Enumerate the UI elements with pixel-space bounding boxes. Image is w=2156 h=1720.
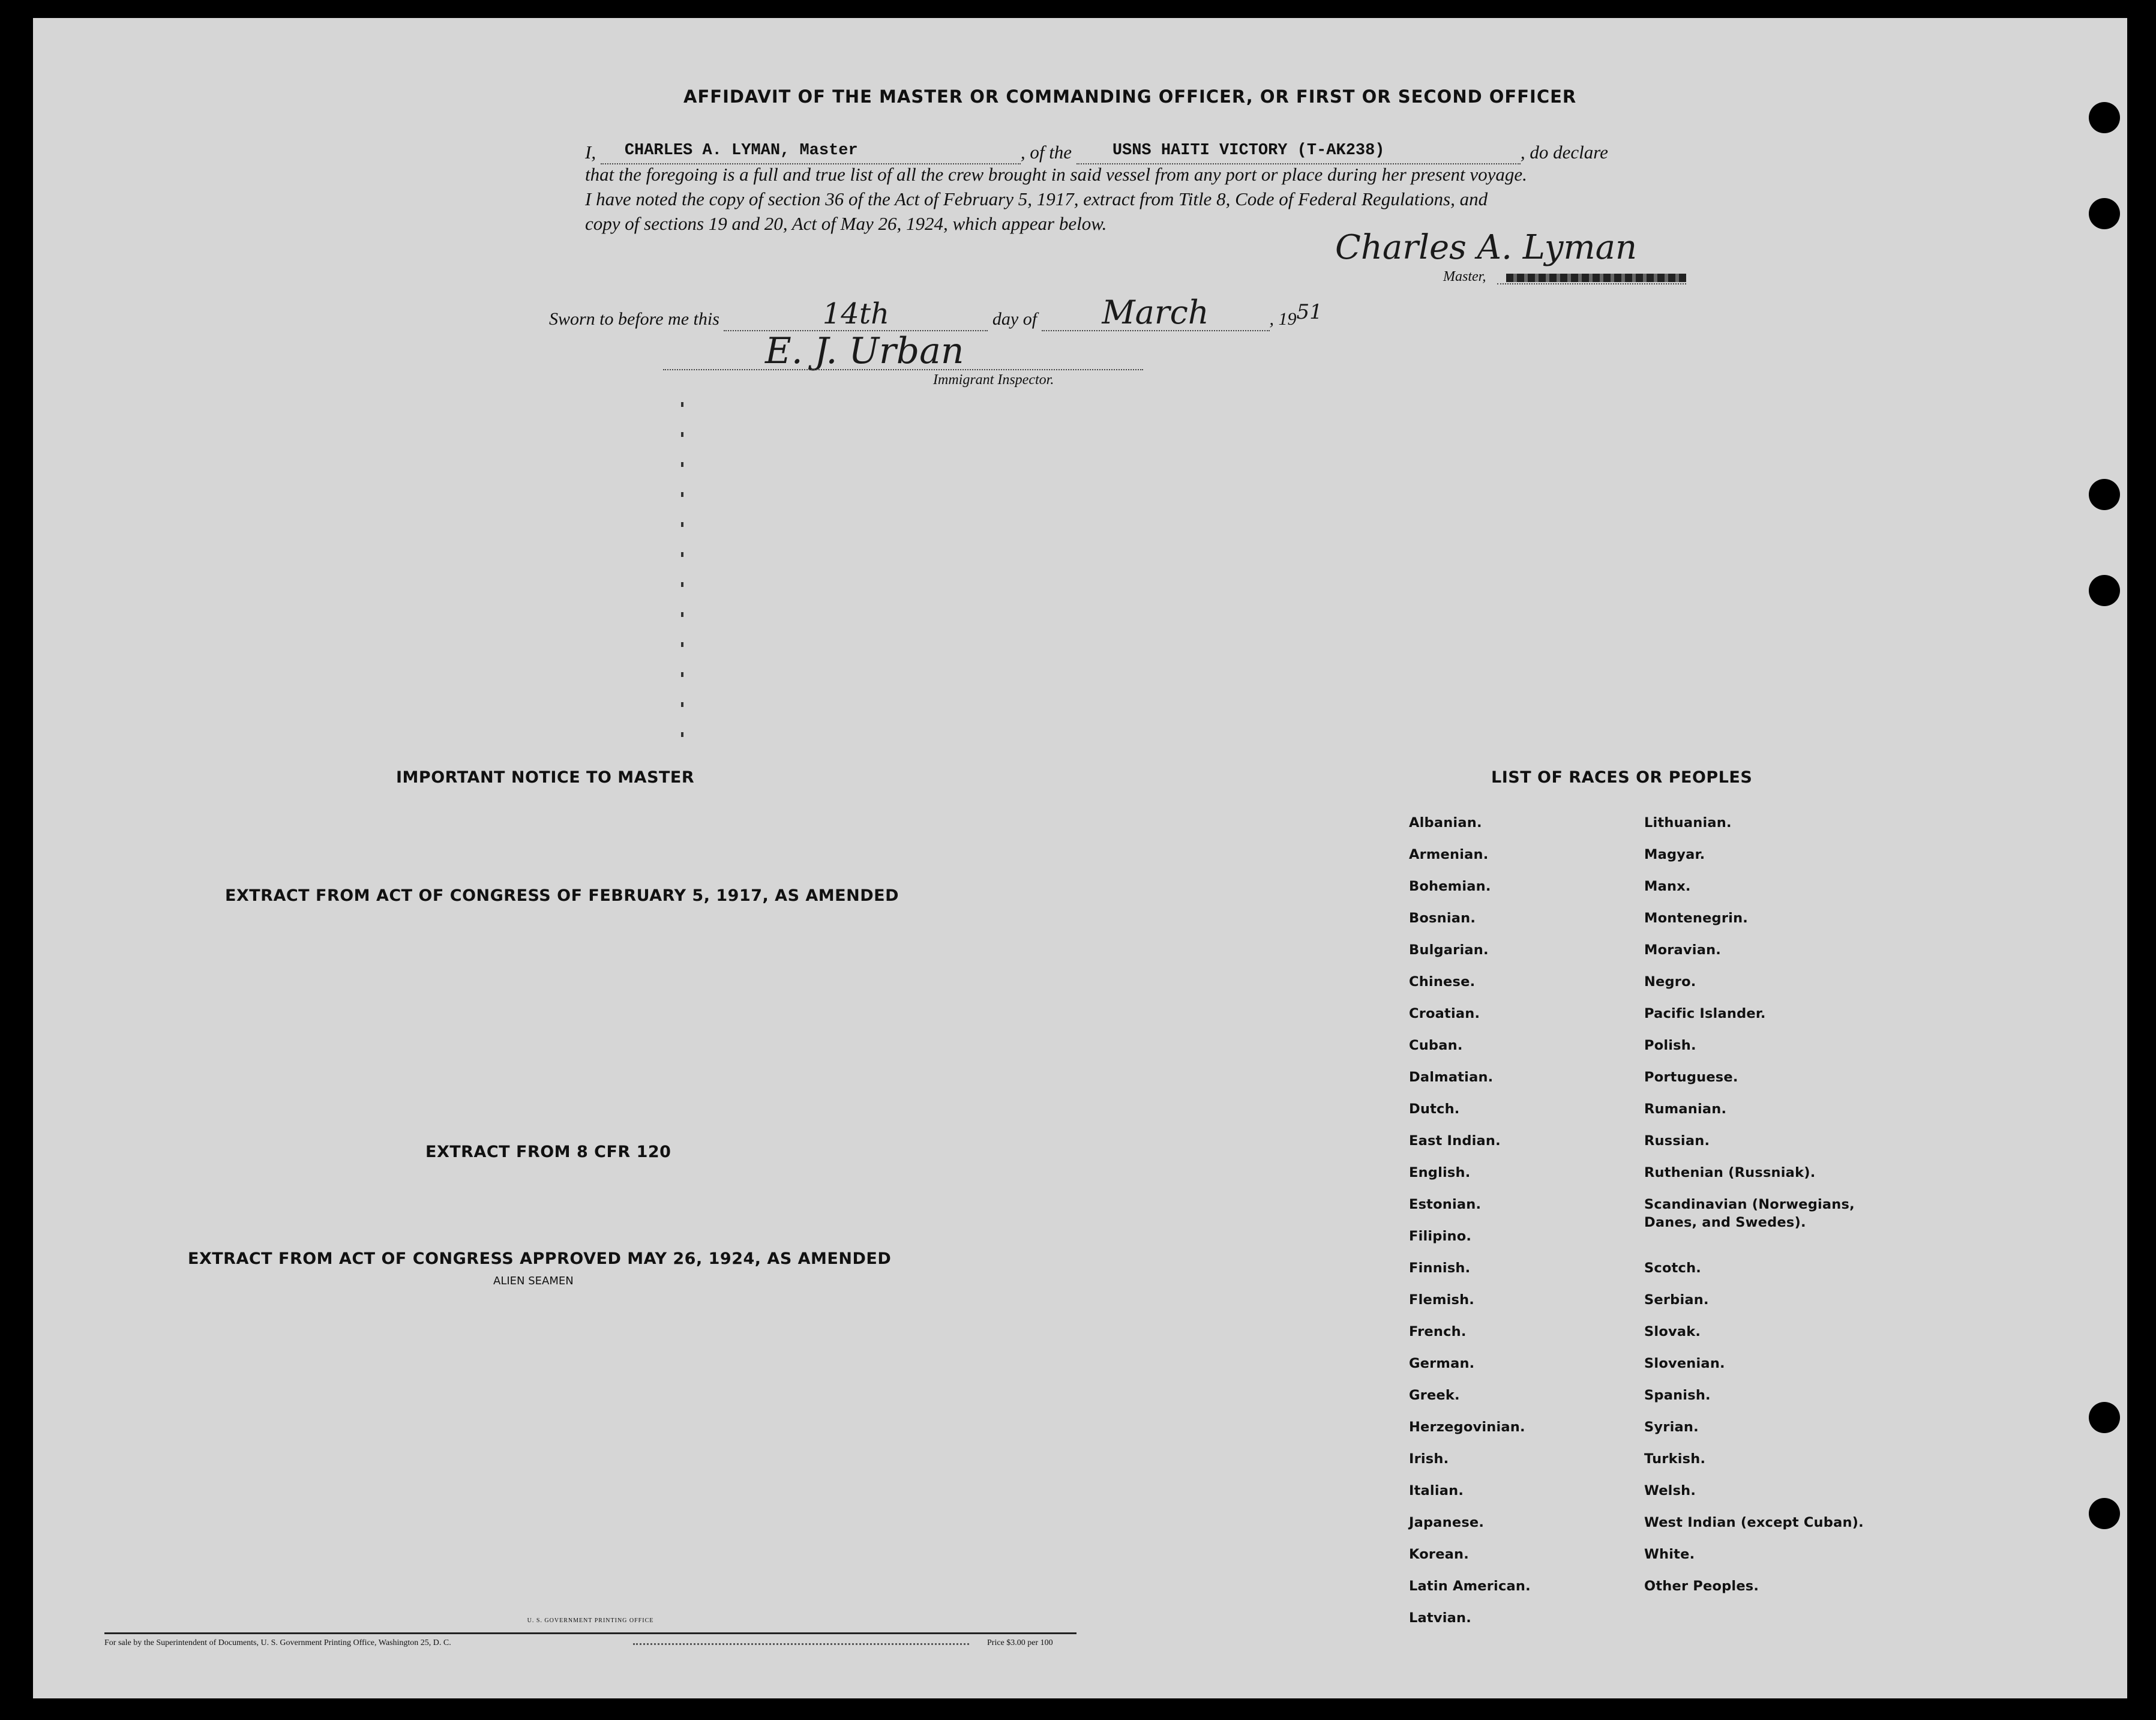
sworn-month-field	[1042, 293, 1270, 331]
form-page	[33, 18, 2127, 1698]
binder-hole	[2089, 198, 2120, 229]
race-item: Magyar.	[1644, 847, 1705, 862]
affidavit-line-2: that the foregoing is a full and true list of all the crew brought in said vessel from any port or place during her present voyage.	[585, 164, 1527, 185]
sworn-year: 51	[1296, 300, 1323, 324]
fold-mark	[681, 462, 683, 467]
binder-hole	[2089, 102, 2120, 133]
extract3-subheading: ALIEN SEAMEN	[493, 1275, 574, 1287]
fold-mark	[681, 732, 683, 737]
race-item: East Indian.	[1409, 1133, 1501, 1149]
race-item: Scandinavian (Norwegians,	[1644, 1197, 1855, 1212]
year-prefix: , 19	[1269, 309, 1297, 329]
race-item: Lithuanian.	[1644, 815, 1732, 831]
extract1-heading: EXTRACT FROM ACT OF CONGRESS OF FEBRUARY 5, 1917, AS AMENDED	[225, 886, 899, 905]
notice-heading: IMPORTANT NOTICE TO MASTER	[396, 768, 695, 787]
footer-rule	[104, 1632, 1076, 1634]
race-item: Cuban.	[1409, 1038, 1463, 1053]
race-item: Turkish.	[1644, 1451, 1706, 1467]
race-item: German.	[1409, 1356, 1475, 1371]
race-item: Korean.	[1409, 1547, 1470, 1562]
race-item: Syrian.	[1644, 1419, 1699, 1435]
race-item: French.	[1409, 1324, 1467, 1340]
race-item: Croatian.	[1409, 1006, 1480, 1021]
footer-price: Price $3.00 per 100	[987, 1638, 1053, 1647]
race-item: Moravian.	[1644, 942, 1722, 958]
race-item: White.	[1644, 1547, 1695, 1562]
sworn-line	[549, 293, 1449, 331]
race-item: Latvian.	[1409, 1610, 1472, 1626]
footer-leader	[633, 1643, 969, 1645]
of-the-text: , of the	[1020, 142, 1072, 163]
fold-mark	[681, 432, 683, 437]
affidavit-line-4: copy of sections 19 and 20, Act of May 26, 1924, which appear below.	[585, 213, 1107, 234]
gpo-imprint: U. S. GOVERNMENT PRINTING OFFICE	[527, 1617, 654, 1624]
race-item: Polish.	[1644, 1038, 1696, 1053]
race-item: Spanish.	[1644, 1388, 1711, 1403]
race-item: Japanese.	[1409, 1515, 1485, 1530]
race-item: Portuguese.	[1644, 1069, 1738, 1085]
race-item: Slovak.	[1644, 1324, 1701, 1340]
vessel-name: USNS HAITI VICTORY (T-AK238)	[1112, 142, 1385, 160]
fold-mark	[681, 552, 683, 557]
race-item: Armenian.	[1409, 847, 1489, 862]
fold-mark	[681, 702, 683, 707]
sworn-month: March	[1102, 293, 1209, 331]
day-of-text: day of	[992, 309, 1037, 329]
binder-hole	[2089, 575, 2120, 606]
sworn-day: 14th	[822, 297, 890, 331]
race-item: Dalmatian.	[1409, 1069, 1494, 1085]
race-item: Flemish.	[1409, 1292, 1475, 1308]
fold-mark	[681, 402, 683, 407]
affidavit-pronoun: I,	[585, 142, 596, 163]
race-item: English.	[1409, 1165, 1471, 1180]
master-title: Master,	[1443, 269, 1486, 284]
master-name: CHARLES A. LYMAN, Master	[624, 142, 858, 160]
fold-mark	[681, 612, 683, 617]
race-item: Finnish.	[1409, 1260, 1471, 1276]
race-item: Bulgarian.	[1409, 942, 1489, 958]
race-item: Pacific Islander.	[1644, 1006, 1766, 1021]
race-item: Bosnian.	[1409, 910, 1476, 926]
binder-hole	[2089, 1402, 2120, 1433]
master-signature-line	[1497, 283, 1686, 284]
master-signature: Charles A. Lyman	[1335, 228, 1638, 267]
race-item: Latin American.	[1409, 1578, 1531, 1594]
fold-mark	[681, 642, 683, 647]
extract2-heading: EXTRACT FROM 8 CFR 120	[425, 1143, 671, 1161]
race-item: Slovenian.	[1644, 1356, 1725, 1371]
fold-mark	[681, 492, 683, 497]
race-item: Chinese.	[1409, 974, 1476, 990]
page-title: AFFIDAVIT OF THE MASTER OR COMMANDING OFFICER, OR FIRST OR SECOND OFFICER	[683, 86, 1577, 107]
sworn-day-field	[724, 297, 988, 331]
race-item: Dutch.	[1409, 1101, 1460, 1117]
fold-mark	[681, 582, 683, 587]
race-item: Ruthenian (Russniak).	[1644, 1165, 1816, 1180]
race-item: West Indian (except Cuban).	[1644, 1515, 1864, 1530]
race-item: Bohemian.	[1409, 879, 1491, 894]
races-heading: LIST OF RACES OR PEOPLES	[1491, 768, 1753, 787]
race-item: Irish.	[1409, 1451, 1449, 1467]
race-item: Estonian.	[1409, 1197, 1482, 1212]
sworn-prefix: Sworn to before me this	[549, 309, 719, 329]
race-item: Greek.	[1409, 1388, 1460, 1403]
fold-mark	[681, 672, 683, 677]
race-item: Welsh.	[1644, 1483, 1696, 1499]
struck-out-title	[1506, 274, 1686, 282]
race-item: Manx.	[1644, 879, 1691, 894]
binder-hole	[2089, 1498, 2120, 1529]
master-name-field	[601, 136, 1021, 164]
inspector-signature: E. J. Urban	[765, 330, 964, 372]
race-item: Montenegrin.	[1644, 910, 1749, 926]
inspector-signature-line	[663, 369, 1143, 370]
footer-for-sale: For sale by the Superintendent of Documents, U. S. Government Printing Office, Washington 25, D. C.	[104, 1638, 451, 1647]
fold-mark	[681, 522, 683, 527]
race-item: Serbian.	[1644, 1292, 1709, 1308]
affidavit-line-3: I have noted the copy of section 36 of the Act of February 5, 1917, extract from Title 8, Code of Federal Regulations, and	[585, 188, 1488, 209]
race-item: Rumanian.	[1644, 1101, 1727, 1117]
affidavit-line-1	[585, 136, 1713, 164]
race-item: Italian.	[1409, 1483, 1464, 1499]
race-item: Scotch.	[1644, 1260, 1702, 1276]
binder-hole	[2089, 479, 2120, 510]
do-declare-text: , do declare	[1520, 142, 1608, 163]
race-item: Danes, and Swedes).	[1644, 1215, 1806, 1230]
race-item: Other Peoples.	[1644, 1578, 1759, 1594]
inspector-title: Immigrant Inspector.	[933, 372, 1054, 388]
vessel-field	[1076, 136, 1521, 164]
race-item: Negro.	[1644, 974, 1696, 990]
race-item: Albanian.	[1409, 815, 1482, 831]
extract3-heading: EXTRACT FROM ACT OF CONGRESS APPROVED MAY 26, 1924, AS AMENDED	[188, 1249, 892, 1268]
race-item: Russian.	[1644, 1133, 1710, 1149]
race-item: Herzegovinian.	[1409, 1419, 1525, 1435]
race-item: Filipino.	[1409, 1228, 1472, 1244]
